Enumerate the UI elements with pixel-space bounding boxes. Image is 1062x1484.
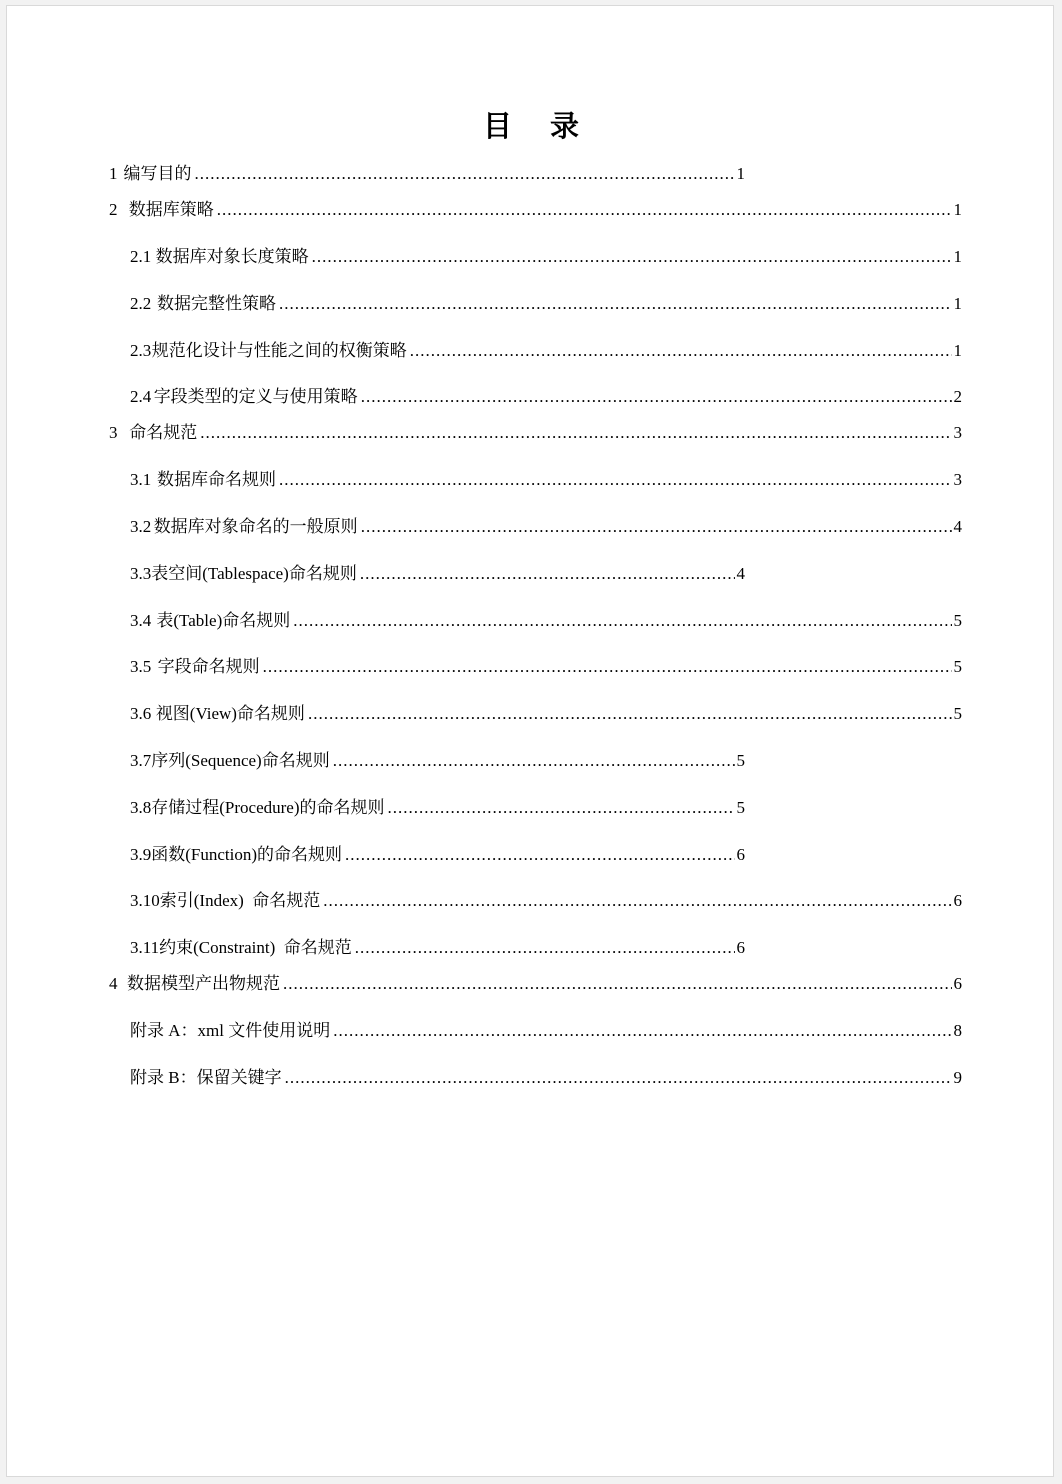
toc-entry-page: 5 xyxy=(953,611,962,630)
toc-entry-label: 表(Table)命名规则 xyxy=(156,611,291,630)
toc-dot-leader xyxy=(410,340,952,362)
toc-entry-label: 附录 A：xml 文件使用说明 xyxy=(130,1021,331,1040)
toc-entry-3-9[interactable] xyxy=(130,844,745,866)
toc-dot-leader xyxy=(217,199,952,221)
toc-entry-2[interactable] xyxy=(109,199,962,221)
toc-dot-leader xyxy=(333,1020,951,1042)
toc-entry-3-1[interactable] xyxy=(130,469,962,491)
toc-dot-leader xyxy=(308,703,952,725)
toc-entry-label: 视图(View)命名规则 xyxy=(155,704,305,723)
toc-entry-number: 3.11 xyxy=(130,938,160,957)
toc-entry-3-8[interactable] xyxy=(130,797,745,819)
toc-entry-page: 1 xyxy=(953,200,962,219)
toc-entry-label: 数据库对象长度策略 xyxy=(155,247,309,266)
toc-entry-label: 附录 B：保留关键字 xyxy=(130,1068,282,1087)
toc-title: 目 录 xyxy=(482,109,594,143)
toc-entry-page: 5 xyxy=(736,751,745,770)
document-page xyxy=(6,5,1054,1477)
toc-dot-leader xyxy=(333,750,735,772)
toc-entry-number: 3.7 xyxy=(130,751,152,770)
toc-entry-page: 6 xyxy=(953,891,962,910)
toc-entry-label: 序列(Sequence)命名规则 xyxy=(151,751,330,770)
toc-entry-label: 索引(Index) 命名规范 xyxy=(159,891,321,910)
toc-entry-page: 8 xyxy=(953,1021,962,1040)
toc-dot-leader xyxy=(361,516,952,538)
toc-entry-number: 3.6 xyxy=(130,704,152,723)
toc-entry-page: 5 xyxy=(736,798,745,817)
toc-entry-label: 约束(Constraint) 命名规范 xyxy=(159,938,352,957)
toc-entry-label: 编写目的 xyxy=(123,164,192,183)
toc-entry-number: 3.5 xyxy=(130,657,152,676)
toc-entry-label: 数据库策略 xyxy=(128,200,214,219)
toc-entry-number: 2.4 xyxy=(130,387,152,406)
toc-dot-leader xyxy=(283,973,951,995)
toc-entry-3-7[interactable] xyxy=(130,750,745,772)
toc-entry-2-2[interactable] xyxy=(130,293,962,315)
toc-dot-leader xyxy=(345,844,734,866)
toc-dot-leader xyxy=(323,890,951,912)
toc-entry-number: 2.3 xyxy=(130,341,152,360)
toc-entry-label: 表空间(Tablespace)命名规则 xyxy=(151,564,357,583)
toc-entry-number: 3.9 xyxy=(130,845,152,864)
toc-entry-3-11[interactable] xyxy=(130,937,745,959)
toc-entry-page: 6 xyxy=(736,845,745,864)
toc-entry-3-2[interactable] xyxy=(130,516,962,538)
toc-entry-label: 规范化设计与性能之间的权衡策略 xyxy=(151,341,407,360)
toc-entry-page: 9 xyxy=(953,1068,962,1087)
toc-entry-3[interactable] xyxy=(109,422,962,444)
toc-entry-page: 2 xyxy=(953,387,962,406)
toc-dot-leader xyxy=(285,1067,952,1089)
toc-entry-page: 1 xyxy=(953,247,962,266)
toc-entry-label: 数据模型产出物规范 xyxy=(127,974,281,993)
toc-entry-number: 3.4 xyxy=(130,611,152,630)
toc-dot-leader xyxy=(360,563,735,585)
toc-dot-leader xyxy=(355,937,735,959)
toc-entry-2-3[interactable] xyxy=(130,340,962,362)
toc-entry-page: 4 xyxy=(953,517,962,536)
toc-entry-appendix-a[interactable] xyxy=(130,1020,962,1042)
toc-entry-label: 字段类型的定义与使用策略 xyxy=(153,387,358,406)
toc-entry-label: 字段命名规则 xyxy=(157,657,260,676)
toc-entry-3-4[interactable] xyxy=(130,610,962,632)
toc-entry-label: 存储过程(Procedure)的命名规则 xyxy=(151,798,385,817)
toc-entry-2-4[interactable] xyxy=(130,386,962,408)
toc-entry-page: 5 xyxy=(953,657,962,676)
toc-entry-number: 2.1 xyxy=(130,247,152,266)
toc-entry-page: 3 xyxy=(953,423,962,442)
toc-entry-label: 数据库对象命名的一般原则 xyxy=(153,517,358,536)
toc-dot-leader xyxy=(293,610,951,632)
toc-entry-3-3[interactable] xyxy=(130,563,745,585)
toc-entry-4[interactable] xyxy=(109,973,962,995)
toc-entry-page: 4 xyxy=(736,564,745,583)
toc-entry-page: 1 xyxy=(953,294,962,313)
toc-entry-page: 5 xyxy=(953,704,962,723)
toc-entry-label: 函数(Function)的命名规则 xyxy=(151,845,343,864)
toc-dot-leader xyxy=(263,656,952,678)
toc-dot-leader xyxy=(312,246,952,268)
toc-entry-number: 3.10 xyxy=(130,891,160,910)
toc-entry-3-10[interactable] xyxy=(130,890,962,912)
toc-entry-label: 数据完整性策略 xyxy=(156,294,276,313)
toc-entry-3-5[interactable] xyxy=(130,656,962,678)
toc-dot-leader xyxy=(279,469,952,491)
toc-entry-page: 1 xyxy=(953,341,962,360)
toc-dot-leader xyxy=(200,422,951,444)
toc-entry-number: 3.2 xyxy=(130,517,152,536)
toc-entry-appendix-b[interactable] xyxy=(130,1067,962,1089)
toc-entry-number: 1 xyxy=(109,164,118,183)
toc-entry-3-6[interactable] xyxy=(130,703,962,725)
toc-entry-number: 2.2 xyxy=(130,294,152,313)
toc-entry-page: 6 xyxy=(736,938,745,957)
toc-entry-number: 3.1 xyxy=(130,470,152,489)
toc-entry-number: 3 xyxy=(109,423,118,442)
toc-entry-number: 3.3 xyxy=(130,564,152,583)
toc-entry-1[interactable] xyxy=(109,163,745,185)
toc-entry-number: 3.8 xyxy=(130,798,152,817)
toc-entry-number: 2 xyxy=(109,200,118,219)
toc-entry-page: 3 xyxy=(953,470,962,489)
toc-dot-leader xyxy=(279,293,952,315)
toc-dot-leader xyxy=(195,163,735,185)
toc-dot-leader xyxy=(388,797,735,819)
toc-entry-label: 命名规范 xyxy=(129,423,198,442)
toc-entry-page: 1 xyxy=(736,164,745,183)
toc-dot-leader xyxy=(361,386,952,408)
toc-entry-page: 6 xyxy=(953,974,962,993)
toc-entry-number: 4 xyxy=(109,974,118,993)
toc-entry-2-1[interactable] xyxy=(130,246,962,268)
toc-entry-label: 数据库命名规则 xyxy=(156,470,276,489)
